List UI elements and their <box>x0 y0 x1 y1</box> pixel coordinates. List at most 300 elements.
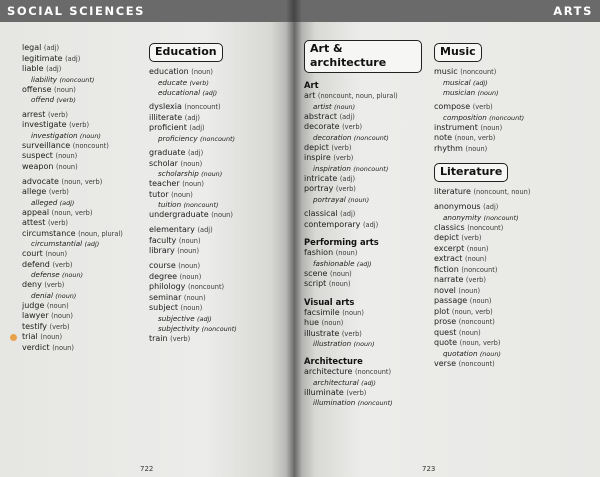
page-number-right: 723 <box>422 465 436 473</box>
entry-word: narrate <box>434 275 464 284</box>
dictionary-entry <box>434 307 594 318</box>
entry-part-of-speech: (noun) <box>180 159 203 168</box>
music-title: Music <box>434 43 482 62</box>
entry-word: dyslexia <box>149 102 182 111</box>
derived-part-of-speech: (noncount) <box>483 213 519 222</box>
dictionary-entry <box>22 343 142 354</box>
entry-part-of-speech: (noun) <box>40 333 63 341</box>
entry-part-of-speech: (noun) <box>466 244 489 253</box>
music-list <box>434 67 594 154</box>
art-architecture-column <box>304 40 422 408</box>
dictionary-entry <box>304 248 422 259</box>
entry-part-of-speech: (noun, verb) <box>451 307 493 316</box>
derived-word-entry <box>149 78 281 88</box>
subsection-entries <box>304 248 422 290</box>
entry-word: scene <box>304 268 328 278</box>
dictionary-entry <box>149 293 281 304</box>
entry-part-of-speech: (noncount) <box>458 359 495 368</box>
derived-word: musician <box>443 87 476 97</box>
dictionary-entry <box>434 133 594 144</box>
dictionary-entry <box>22 218 142 229</box>
derived-part-of-speech: (adj) <box>202 88 218 97</box>
dictionary-entry <box>149 246 281 257</box>
entry-word: passage <box>434 296 468 305</box>
entry-part-of-speech: (adj) <box>362 220 379 229</box>
entry-part-of-speech: (verb) <box>465 276 486 284</box>
dictionary-entry <box>434 254 594 265</box>
entry-group <box>22 177 142 354</box>
entry-word: depict <box>304 142 329 152</box>
derived-word-entry <box>304 339 422 349</box>
entry-word: proficient <box>149 123 187 132</box>
dictionary-entry <box>304 269 422 280</box>
entry-word: excerpt <box>434 243 465 253</box>
derived-word: proficiency <box>158 133 198 143</box>
entry-group <box>434 102 594 154</box>
derived-word: scholarship <box>158 169 199 178</box>
entry-word: weapon <box>22 161 54 171</box>
derived-word-entry <box>149 324 281 334</box>
entry-part-of-speech: (adj) <box>43 44 60 52</box>
entry-part-of-speech: (noun) <box>183 293 206 302</box>
entry-part-of-speech: (noun) <box>178 262 201 270</box>
entry-part-of-speech: (noun) <box>330 269 352 278</box>
dictionary-entry <box>304 153 422 164</box>
dictionary-entry <box>304 143 422 154</box>
derived-part-of-speech: (noncount) <box>353 164 389 173</box>
entry-word: deny <box>22 280 42 289</box>
entry-word: library <box>149 246 175 255</box>
art-architecture-title: Art & architecture <box>304 40 422 73</box>
dictionary-entry <box>434 123 594 134</box>
dictionary-entry <box>304 122 422 133</box>
derived-part-of-speech: (adj) <box>472 78 488 87</box>
entry-word: fashion <box>304 248 334 257</box>
dictionary-entry <box>434 144 594 155</box>
entry-part-of-speech: (noncount) <box>354 368 392 376</box>
dictionary-entry <box>304 388 422 399</box>
dictionary-entry <box>304 174 422 185</box>
dictionary-entry <box>434 338 594 349</box>
dictionary-entry <box>149 159 281 170</box>
entry-word: suspect <box>22 151 53 160</box>
dictionary-entry <box>304 91 422 102</box>
entry-word: investigate <box>22 120 67 129</box>
entry-word: depict <box>434 233 459 242</box>
entry-word: contemporary <box>304 219 361 229</box>
entry-group <box>304 367 422 408</box>
entry-part-of-speech: (adj) <box>340 210 356 218</box>
entry-word: liable <box>22 64 44 73</box>
dictionary-entry <box>22 322 142 333</box>
entry-part-of-speech: (noun) <box>54 85 76 94</box>
art-sections <box>304 79 422 408</box>
entry-part-of-speech: (noncount) <box>467 223 504 232</box>
music-literature-column <box>434 40 594 369</box>
derived-word: illumination <box>313 398 356 407</box>
dictionary-entry <box>304 112 422 123</box>
derived-word: composition <box>443 112 487 122</box>
entry-word: defend <box>22 259 50 269</box>
derived-word: defense <box>31 270 60 279</box>
derived-part-of-speech: (noun) <box>353 340 375 348</box>
dictionary-entry <box>22 43 142 54</box>
entry-part-of-speech: (noncount) <box>184 103 221 111</box>
dictionary-entry <box>22 151 142 162</box>
entry-word: portray <box>304 184 334 193</box>
literature-title: Literature <box>434 163 508 182</box>
derived-word: educate <box>158 77 188 87</box>
entry-part-of-speech: (noun) <box>469 297 492 305</box>
entry-part-of-speech: (noun) <box>328 280 351 288</box>
derived-word-entry <box>22 291 142 301</box>
entry-part-of-speech: (verb) <box>346 388 367 397</box>
derived-word: subjective <box>158 313 195 323</box>
derived-word: circumstantial <box>31 239 83 248</box>
entry-part-of-speech: (noun) <box>171 190 193 199</box>
entry-word: intricate <box>304 173 338 183</box>
dictionary-entry <box>149 210 281 221</box>
dictionary-entry <box>22 85 142 96</box>
derived-part-of-speech: (noncount) <box>353 133 389 142</box>
derived-word: inspiration <box>313 163 351 173</box>
entry-group <box>149 261 281 344</box>
entry-part-of-speech: (noun, plural) <box>78 229 123 238</box>
dictionary-entry <box>434 296 594 307</box>
dictionary-entry <box>149 261 281 272</box>
dictionary-entry <box>149 123 281 134</box>
dictionary-entry <box>22 162 142 173</box>
entry-part-of-speech: (noun) <box>465 144 488 153</box>
subsection-heading: Art <box>304 80 319 90</box>
entry-word: rhythm <box>434 143 463 153</box>
derived-part-of-speech: (noun) <box>479 349 501 358</box>
derived-part-of-speech: (verb) <box>189 78 209 87</box>
entry-part-of-speech: (noun) <box>180 304 203 312</box>
book-spine-shadow <box>286 0 302 477</box>
derived-word-entry <box>22 131 142 141</box>
entry-word: extract <box>434 254 463 263</box>
dictionary-entry <box>22 64 142 75</box>
dictionary-entry <box>434 223 594 234</box>
dictionary-entry <box>149 179 281 190</box>
entry-word: illiterate <box>149 112 183 122</box>
entry-group <box>434 187 594 198</box>
derived-word-entry <box>304 102 422 112</box>
derived-word-entry <box>304 133 422 143</box>
entry-part-of-speech: (adj) <box>46 65 62 73</box>
entry-word: undergraduate <box>149 210 209 219</box>
derived-word: liability <box>31 74 58 84</box>
entry-part-of-speech: (noun, verb) <box>51 208 93 217</box>
dictionary-entry <box>304 209 422 220</box>
education-column <box>149 40 281 344</box>
entry-word: fiction <box>434 264 459 274</box>
derived-part-of-speech: (noun) <box>201 170 223 178</box>
entry-word: classical <box>304 209 338 218</box>
derived-part-of-speech: (adj) <box>356 259 372 268</box>
entry-word: verdict <box>22 342 50 352</box>
entry-part-of-speech: (noun) <box>191 68 213 76</box>
derived-part-of-speech: (noncount) <box>489 113 525 122</box>
entry-part-of-speech: (noun) <box>182 180 204 188</box>
entry-word: graduate <box>149 148 186 157</box>
entry-part-of-speech: (verb) <box>48 188 69 196</box>
dictionary-entry <box>149 148 281 159</box>
section-header-arts: ARTS <box>294 0 600 22</box>
entry-word: music <box>434 67 458 76</box>
derived-word-entry <box>304 195 422 205</box>
bookmark-dot <box>10 334 17 341</box>
derived-word-entry <box>304 378 422 388</box>
derived-word-entry <box>304 259 422 269</box>
entry-group <box>149 148 281 221</box>
literature-list <box>434 187 594 369</box>
entry-part-of-speech: (noncount) <box>187 283 225 291</box>
entry-word: surveillance <box>22 140 71 150</box>
entry-part-of-speech: (noun) <box>55 152 78 160</box>
entry-part-of-speech: (verb) <box>170 334 191 343</box>
derived-part-of-speech: (noun) <box>477 88 499 97</box>
derived-word: illustration <box>313 339 352 348</box>
entry-word: architecture <box>304 367 353 376</box>
derived-part-of-speech: (adj) <box>361 378 376 387</box>
dictionary-entry <box>22 141 142 152</box>
entry-word: illuminate <box>304 387 344 397</box>
entry-part-of-speech: (verb) <box>472 103 493 111</box>
derived-part-of-speech: (adj) <box>59 198 75 207</box>
entry-group <box>434 202 594 369</box>
entry-part-of-speech: (noun) <box>51 312 73 320</box>
entry-word: decorate <box>304 122 340 131</box>
dictionary-entry <box>149 282 281 293</box>
entry-part-of-speech: (verb) <box>341 329 362 338</box>
entry-part-of-speech: (adj) <box>187 149 204 157</box>
entry-group <box>304 308 422 350</box>
dictionary-entry <box>434 275 594 286</box>
entry-part-of-speech: (noun) <box>458 328 481 337</box>
entry-group <box>149 225 281 257</box>
entry-part-of-speech: (noun) <box>342 308 364 317</box>
derived-word-entry <box>149 200 281 210</box>
subsection-entries <box>304 308 422 350</box>
entry-word: course <box>149 261 176 270</box>
entry-word: elementary <box>149 225 195 234</box>
derived-word: investigation <box>31 130 78 140</box>
derived-part-of-speech: (noncount) <box>201 324 237 333</box>
derived-word: anonymity <box>443 212 482 222</box>
education-list <box>149 67 281 344</box>
entry-word: compose <box>434 102 471 111</box>
entry-part-of-speech: (verb) <box>333 154 354 162</box>
entry-part-of-speech: (adj) <box>339 174 356 183</box>
entry-word: prose <box>434 317 457 326</box>
entry-group <box>149 102 281 144</box>
derived-word-entry <box>22 270 142 280</box>
entry-part-of-speech: (verb) <box>47 219 68 227</box>
derived-word-entry <box>22 239 142 249</box>
entry-word: quest <box>434 327 457 337</box>
entry-part-of-speech: (noncount) <box>460 68 497 76</box>
entry-part-of-speech: (noncount, noun, plural) <box>317 92 398 100</box>
entry-word: anonymous <box>434 202 481 211</box>
derived-word-entry <box>304 398 422 408</box>
entry-word: degree <box>149 271 178 281</box>
derived-word: musical <box>443 77 471 87</box>
derived-part-of-speech: (noncount) <box>183 201 219 209</box>
entry-word: allege <box>22 187 47 196</box>
derived-word: portrayal <box>313 194 346 204</box>
entry-word: classics <box>434 222 465 232</box>
dictionary-entry <box>22 187 142 198</box>
entry-part-of-speech: (noun) <box>464 255 487 263</box>
entry-word: note <box>434 133 453 142</box>
entry-word: testify <box>22 321 47 331</box>
entry-word: arrest <box>22 109 46 119</box>
entry-word: faculty <box>149 235 177 245</box>
entry-part-of-speech: (noun) <box>178 236 201 245</box>
derived-word: decoration <box>313 132 352 142</box>
entry-group <box>304 248 422 290</box>
derived-part-of-speech: (verb) <box>56 96 76 104</box>
dictionary-entry <box>149 102 281 113</box>
entry-word: lawyer <box>22 311 49 320</box>
derived-word: offend <box>31 95 55 104</box>
entry-word: scholar <box>149 158 178 168</box>
entry-part-of-speech: (adj) <box>184 113 200 122</box>
derived-word-entry <box>434 78 594 88</box>
dictionary-entry <box>149 113 281 124</box>
derived-word-entry <box>434 88 594 98</box>
derived-word-entry <box>22 198 142 208</box>
derived-word-entry <box>149 169 281 179</box>
dictionary-entry <box>149 272 281 283</box>
entry-word: advocate <box>22 176 59 186</box>
right-page <box>294 0 600 477</box>
dictionary-entry <box>22 208 142 219</box>
dictionary-entry <box>434 187 594 198</box>
entry-group <box>149 67 281 98</box>
entry-part-of-speech: (noun) <box>45 250 68 258</box>
entry-part-of-speech: (noncount, noun) <box>473 188 531 196</box>
entry-part-of-speech: (noun, verb) <box>61 177 103 186</box>
dictionary-entry <box>22 260 142 271</box>
entry-part-of-speech: (noun, verb) <box>454 134 496 142</box>
derived-part-of-speech: (adj) <box>197 314 212 323</box>
dictionary-entry <box>149 190 281 201</box>
entry-word: legal <box>22 43 42 52</box>
dictionary-entry <box>22 301 142 312</box>
entry-group <box>304 91 422 205</box>
derived-word-entry <box>434 113 594 123</box>
derived-part-of-speech: (noun) <box>334 102 356 111</box>
entry-word: art <box>304 91 316 100</box>
entry-part-of-speech: (noun) <box>46 301 69 310</box>
entry-part-of-speech: (adj) <box>189 124 205 132</box>
entry-part-of-speech: (adj) <box>339 112 355 121</box>
entry-word: train <box>149 333 168 343</box>
dictionary-entry <box>434 233 594 244</box>
derived-part-of-speech: (adj) <box>84 240 100 248</box>
entry-word: teacher <box>149 179 180 188</box>
derived-part-of-speech: (noun) <box>55 291 77 300</box>
entry-part-of-speech: (verb) <box>461 234 482 242</box>
entry-part-of-speech: (noncount) <box>461 265 498 274</box>
subsection-entries <box>304 91 422 230</box>
dictionary-entry <box>22 229 142 240</box>
entry-part-of-speech: (verb) <box>49 322 70 331</box>
dictionary-entry <box>22 120 142 131</box>
dictionary-entry <box>434 102 594 113</box>
subsection-heading: Performing arts <box>304 237 379 247</box>
dictionary-entry <box>149 225 281 236</box>
entry-word: attest <box>22 218 46 227</box>
subsection-heading: Architecture <box>304 356 363 366</box>
dictionary-entry <box>304 279 422 290</box>
derived-word: subjectivity <box>158 323 200 333</box>
subsection-entries <box>304 367 422 408</box>
derived-part-of-speech: (noncount) <box>200 134 236 143</box>
entry-word: circumstance <box>22 228 76 238</box>
dictionary-entry <box>434 202 594 213</box>
dictionary-entry <box>434 244 594 255</box>
entry-word: judge <box>22 300 45 310</box>
derived-word: quotation <box>443 348 478 358</box>
entry-word: literature <box>434 187 471 196</box>
dictionary-entry <box>434 317 594 328</box>
entry-part-of-speech: (noncount) <box>72 141 109 150</box>
entry-part-of-speech: (adj) <box>483 203 499 211</box>
entry-part-of-speech: (noun) <box>179 272 202 281</box>
entry-group <box>22 110 142 173</box>
entry-word: plot <box>434 306 450 316</box>
section-header-social-sciences: SOCIAL SCIENCES <box>0 0 294 22</box>
derived-word-entry <box>22 75 142 85</box>
entry-part-of-speech: (noun) <box>458 286 481 295</box>
entry-word: verse <box>434 358 457 368</box>
entry-word: subject <box>149 303 178 312</box>
dictionary-entry <box>149 303 281 314</box>
derived-word: alleged <box>31 197 58 207</box>
entry-part-of-speech: (noun) <box>177 247 200 255</box>
dictionary-entry <box>22 249 142 260</box>
entry-part-of-speech: (noun) <box>335 249 358 257</box>
dictionary-entry <box>149 334 281 345</box>
entry-word: appeal <box>22 207 50 217</box>
derived-word-entry <box>434 349 594 359</box>
entry-part-of-speech: (noun) <box>321 319 344 327</box>
derived-word-entry <box>149 88 281 98</box>
entry-word: seminar <box>149 292 182 302</box>
entry-part-of-speech: (noun, verb) <box>459 339 501 347</box>
derived-word: fashionable <box>313 258 355 268</box>
dictionary-entry <box>22 280 142 291</box>
entry-part-of-speech: (verb) <box>47 110 68 119</box>
derived-part-of-speech: (noun) <box>79 131 101 140</box>
derived-part-of-speech: (noun) <box>61 271 84 279</box>
dictionary-entry <box>434 328 594 339</box>
dictionary-entry <box>304 220 422 231</box>
dictionary-entry <box>434 359 594 370</box>
entry-word: court <box>22 249 43 258</box>
dictionary-entry <box>304 318 422 329</box>
derived-part-of-speech: (noun) <box>348 195 370 204</box>
page-number-left: 722 <box>140 465 154 473</box>
dictionary-entry <box>434 67 594 78</box>
entry-word: education <box>149 67 189 76</box>
entry-word: facsimile <box>304 307 340 317</box>
dictionary-entry <box>22 54 142 65</box>
